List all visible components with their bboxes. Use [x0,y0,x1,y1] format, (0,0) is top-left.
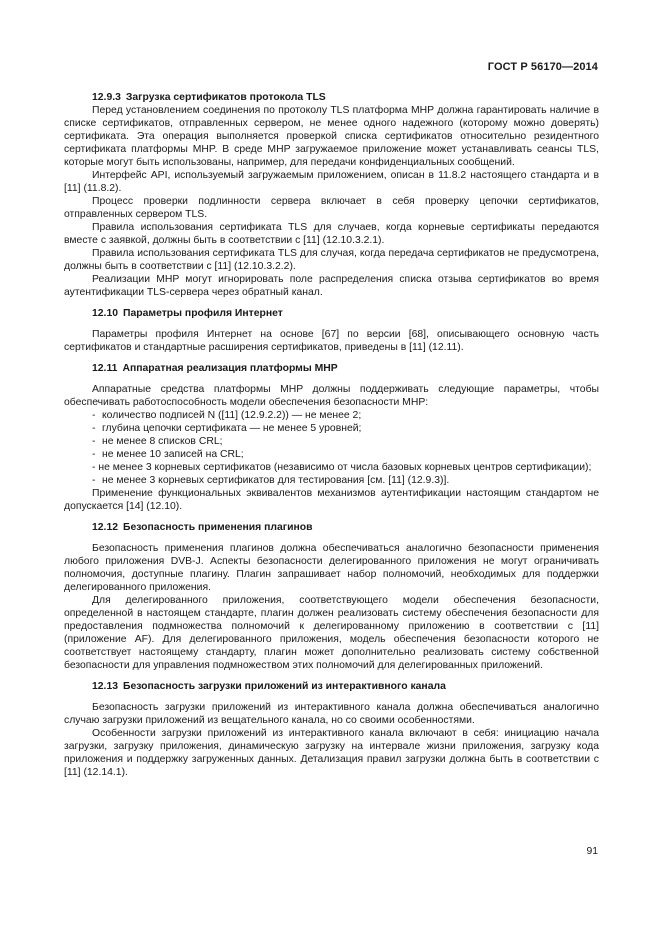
dash-marker: - [92,423,96,434]
page-number: 91 [586,846,598,857]
section-number: 12.12 [92,522,119,533]
list-item: - не менее 3 корневых сертификатов (независимо от числа базовых корневых центров сертификации); [92,462,592,473]
paragraph: Аппаратные средства платформы MHP должны поддерживать следующие параметры, чтобы обеспечивать работоспособность модели обеспечения безопасности MHP: [64,384,599,408]
paragraph: Правила использования сертификата TLS для случаев, когда корневые сертификаты передаются вместе с заявкой, должны быть в соответствии с [11] (12.10.3.2.1). [64,222,599,246]
section-title: Аппаратная реализация платформы MHP [122,363,338,374]
section-heading-12-11 [64,362,599,375]
list-item: - не менее 8 списков CRL; [92,436,223,447]
dash-marker: - [92,462,96,473]
paragraph: Безопасность загрузки приложений из интерактивного канала должна обеспечиваться аналогично случаю загрузки приложений из вещательного канала, но со своими особенностями. [64,702,599,726]
paragraph: Особенности загрузки приложений из интерактивного канала включают в себя: инициацию начала загрузки, загрузку приложения, динамическую загрузку на интервале жизни приложения, загрузку кода приложения и поддержку загруженных данных. Детализация правил загрузки должна быть в соответствии с [11] (12.14.1). [64,728,599,778]
paragraph: Для делегированного приложения, соответствующего модели обеспечения безопасности, определенной в настоящем стандарте, плагин должен реализовать систему обеспечения безопасности для предоставления подмножества полномочий к делегированному приложению в соответствии с [11] (приложение AF). Для делегированного приложения, модель обеспечения безопасности которого не соответствует настоящему стандарту, плагин может дополнительно реализовать систему собственной безопасности для управления подмножеством этих полномочий для делегированных приложений. [64,595,599,671]
paragraph: Перед установлением соединения по протоколу TLS платформа MHP должна гарантировать наличие в списке сертификатов, отправленных сервером, не менее одного надежного (которому можно доверять) сертификата. Эта операция выполняется проверкой списка сертификатов относительно резидентного сертификата платформы MHP. В среде MHP загружаемое приложение может устанавливать сеансы TLS, которые могут быть использованы, например, для передачи конфиденциальных сообщений. [64,105,599,168]
paragraph: Процесс проверки подлинности сервера включает в себя проверку цепочки сертификатов, отправленных сервером TLS. [64,196,599,220]
section-title: Параметры профиля Интернет [123,308,283,319]
section-heading-12-13 [64,680,599,693]
dash-marker: - [92,436,96,447]
section-heading-12-9-3 [64,91,599,104]
section-number: 12.9.3 [92,92,121,103]
section-number: 12.13 [92,681,119,692]
paragraph: Безопасность применения плагинов должна обеспечиваться аналогично безопасности применения любого приложения DVB-J. Аспекты безопасности делегированного приложения не могут ограничивать полномочия, доступные плагину. Плагин запрашивает набор полномочий, необходимых для поддержки делегированного приложения. [64,543,599,593]
section-title: Безопасность загрузки приложений из интерактивного канала [123,681,446,692]
paragraph: Интерфейс API, используемый загружаемым приложением, описан в 11.8.2 настоящего стандарта и в [11] (11.8.2). [64,170,599,194]
paragraph: Применение функциональных эквивалентов механизмов аутентификации настоящим стандартом не допускается [14] (12.10). [64,488,599,512]
document-body [64,91,599,779]
dash-marker: - [92,475,96,486]
paragraph: Реализации MHP могут игнорировать поле распределения списка отзыва сертификатов во время аутентификации TLS-сервера через обратный канал. [64,274,599,298]
section-heading-12-10 [64,307,599,320]
dash-marker: - [92,449,96,460]
section-title: Безопасность применения плагинов [123,522,313,533]
section-title: Загрузка сертификатов протокола TLS [125,92,326,103]
section-number: 12.10 [92,308,119,319]
section-heading-12-12 [64,521,599,534]
section-number: 12.11 [92,363,118,374]
list-item: - количество подписей N ([11] (12.9.2.2)) — не менее 2; [92,410,362,421]
paragraph: Параметры профиля Интернет на основе [67] по версии [68], описывающего основную часть сертификатов и стандартные расширения сертификатов, приведены в [11] (12.11). [64,329,599,353]
list-item: - глубина цепочки сертификата — не менее 5 уровней; [92,423,362,434]
document-id-header: ГОСТ Р 56170—2014 [487,61,598,73]
paragraph: Правила использования сертификата TLS для случая, когда передача сертификатов не предусмотрена, должны быть в соответствии с [11] (12.10.3.2.2). [64,248,599,272]
list-item: - не менее 10 записей на CRL; [92,449,244,460]
dash-marker: - [92,410,96,421]
list-item: - не менее 3 корневых сертификатов для тестирования [см. [11] (12.9.3)]. [92,475,450,486]
